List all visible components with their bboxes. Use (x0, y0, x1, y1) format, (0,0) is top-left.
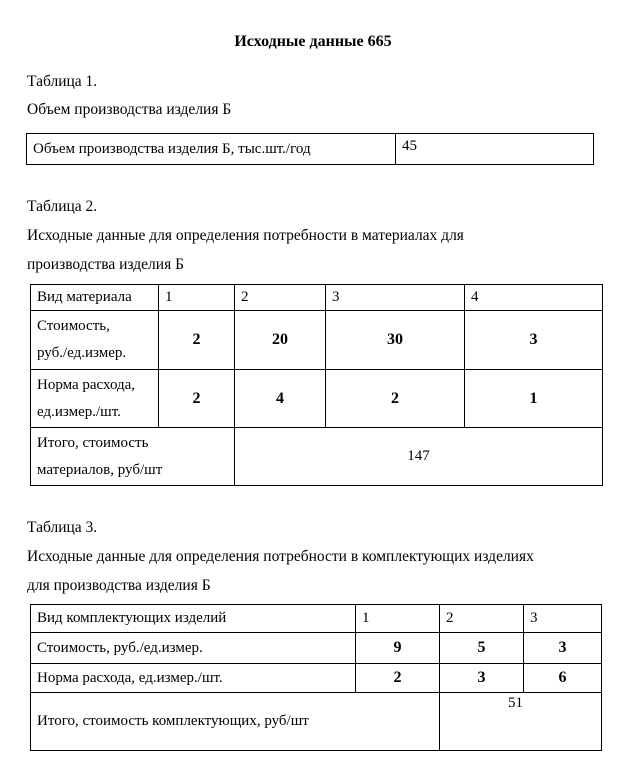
table3-header-col: 1 (356, 605, 440, 633)
table2-header-col: 4 (465, 285, 603, 311)
table2-header-col: 2 (235, 285, 326, 311)
table2-norm-value: 2 (326, 370, 465, 428)
page-title: Исходные данные 665 (234, 33, 392, 50)
table2-cost-value: 20 (235, 311, 326, 370)
table2-subtitle-line2: производства изделия Б (27, 256, 184, 273)
table1 (26, 133, 594, 165)
table-row (31, 605, 602, 633)
table3-cost-value: 9 (356, 633, 440, 664)
table2-header-label: Вид материала (31, 285, 159, 311)
table2-cost-label-line1: Стоимость, (37, 318, 110, 334)
table3-subtitle-line1: Исходные данные для определения потребности в комплектующих изделиях (27, 548, 534, 565)
table2 (30, 284, 603, 486)
table2-header-col: 1 (159, 285, 235, 311)
table-row (31, 664, 602, 693)
table3-subtitle-line2: для производства изделия Б (27, 577, 211, 594)
table-row (31, 633, 602, 664)
table1-subtitle: Объем производства изделия Б (27, 101, 232, 118)
table3-header-label: Вид комплектующих изделий (31, 605, 356, 633)
table3-total-value: 51 (440, 693, 602, 751)
table-row (27, 134, 594, 165)
table2-total-label (31, 428, 235, 486)
table3-cost-value: 5 (440, 633, 524, 664)
table3 (30, 604, 602, 751)
table3-caption: Таблица 3. (27, 519, 98, 536)
table2-cost-value: 2 (159, 311, 235, 370)
table2-subtitle-line1: Исходные данные для определения потребности в материалах для (27, 227, 464, 244)
table2-norm-label-line1: Норма расхода, (37, 376, 136, 393)
table1-label: Объем производства изделия Б, тыс.шт./год (27, 134, 396, 165)
table2-norm-label (31, 370, 159, 428)
table3-header-col: 3 (524, 605, 602, 633)
table-row (31, 285, 603, 311)
table2-header-col: 3 (326, 285, 465, 311)
table2-cost-label (31, 311, 159, 370)
table2-cost-value: 30 (326, 311, 465, 370)
table2-total-value: 147 (235, 428, 603, 486)
table2-norm-value: 4 (235, 370, 326, 428)
table2-norm-value: 1 (465, 370, 603, 428)
table3-norm-value: 3 (440, 664, 524, 693)
table-row (31, 428, 603, 486)
table3-norm-value: 2 (356, 664, 440, 693)
table3-norm-label: Норма расхода, ед.измер./шт. (31, 664, 356, 693)
table1-value: 45 (396, 134, 594, 165)
table2-norm-value: 2 (159, 370, 235, 428)
table2-cost-label-line2: руб./ед.измер. (37, 345, 127, 361)
table2-cost-value: 3 (465, 311, 603, 370)
table3-cost-value: 3 (524, 633, 602, 664)
table3-norm-value: 6 (524, 664, 602, 693)
table3-total-label: Итого, стоимость комплектующих, руб/шт (31, 693, 440, 751)
table3-cost-label: Стоимость, руб./ед.измер. (31, 633, 356, 664)
table-row (31, 370, 603, 428)
table2-total-label-line2: материалов, руб/шт (37, 461, 163, 478)
table1-caption: Таблица 1. (27, 73, 98, 90)
table-row (31, 311, 603, 370)
table2-total-label-line1: Итого, стоимость (37, 434, 149, 451)
table3-header-col: 2 (440, 605, 524, 633)
table-row (31, 693, 602, 751)
table2-caption: Таблица 2. (27, 198, 98, 215)
table2-norm-label-line2: ед.измер./шт. (37, 403, 121, 420)
